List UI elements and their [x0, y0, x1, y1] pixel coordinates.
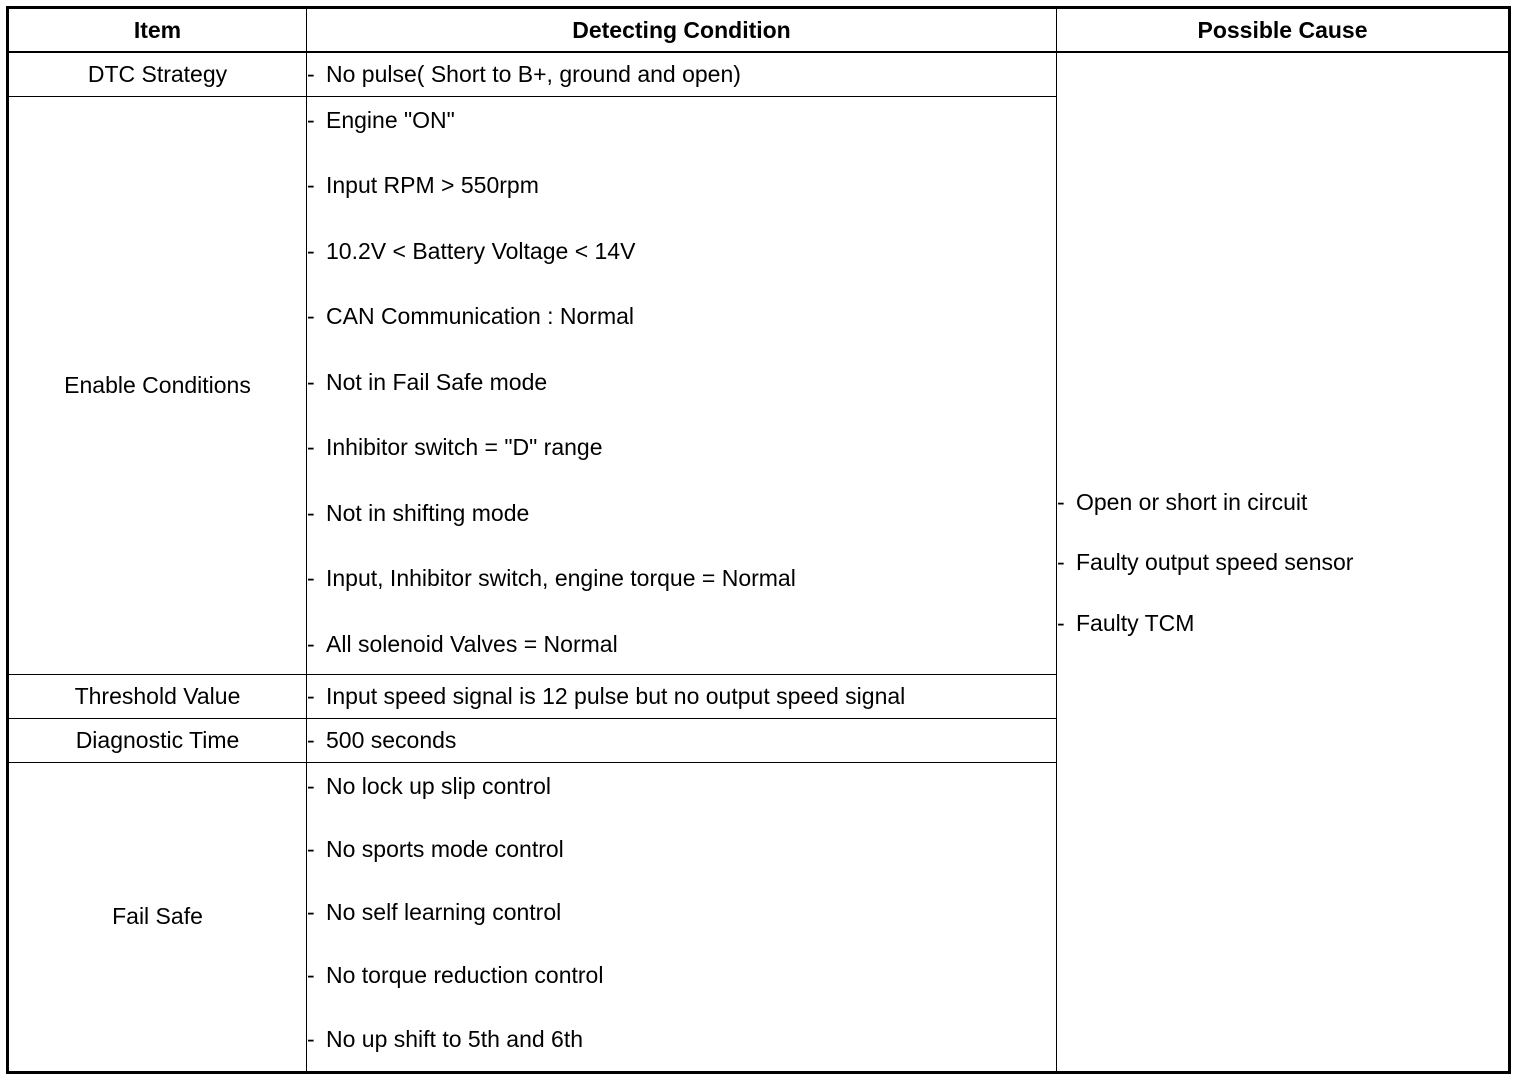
fail-safe-list [307, 774, 1056, 1051]
condition-line: - No pulse( Short to B+, ground and open) [307, 61, 741, 88]
condition-line: - No lock up slip control [307, 772, 551, 799]
possible-cause-item: - Open or short in circuit [1057, 488, 1308, 515]
header-item: Item [8, 8, 307, 53]
header-possible-cause: Possible Cause [1057, 8, 1510, 53]
enable-conditions-list [307, 108, 1056, 656]
row-dtc-strategy [8, 52, 1510, 96]
condition-cell-threshold-value [307, 674, 1057, 718]
item-fail-safe: Fail Safe [8, 762, 307, 1073]
condition-line: - Input RPM > 550rpm [307, 172, 539, 198]
condition-line: - Input, Inhibitor switch, engine torque = Normal [307, 565, 796, 591]
condition-cell-diagnostic-time [307, 718, 1057, 762]
condition-line: - Inhibitor switch = "D" range [307, 434, 603, 460]
condition-line: - Not in shifting mode [307, 499, 530, 526]
condition-cell-enable-conditions [307, 96, 1057, 674]
possible-cause-item: - Faulty output speed sensor [1057, 549, 1354, 575]
item-dtc-strategy: DTC Strategy [8, 52, 307, 96]
header-row [8, 8, 1510, 53]
condition-line: - 500 seconds [307, 727, 457, 753]
item-enable-conditions: Enable Conditions [8, 96, 307, 674]
possible-cause-list [1057, 490, 1508, 635]
condition-line: - Not in Fail Safe mode [307, 368, 548, 395]
condition-line: - No sports mode control [307, 835, 564, 862]
condition-line: - Engine "ON" [307, 106, 455, 133]
possible-cause-cell [1057, 52, 1510, 1073]
header-detecting-condition: Detecting Condition [307, 8, 1057, 53]
condition-line: - No up shift to 5th and 6th [307, 1025, 584, 1052]
condition-cell-fail-safe [307, 762, 1057, 1073]
possible-cause-item: - Faulty TCM [1057, 609, 1195, 636]
item-threshold-value: Threshold Value [8, 674, 307, 718]
item-diagnostic-time: Diagnostic Time [8, 718, 307, 762]
condition-line: - 10.2V < Battery Voltage < 14V [307, 237, 636, 264]
dtc-table [6, 6, 1511, 1074]
condition-line: - CAN Communication : Normal [307, 303, 635, 329]
condition-line: - No self learning control [307, 899, 562, 925]
condition-line: - All solenoid Valves = Normal [307, 630, 618, 657]
condition-cell-dtc-strategy [307, 52, 1057, 96]
condition-line: - Input speed signal is 12 pulse but no output speed signal [307, 683, 906, 709]
condition-line: - No torque reduction control [307, 962, 604, 989]
